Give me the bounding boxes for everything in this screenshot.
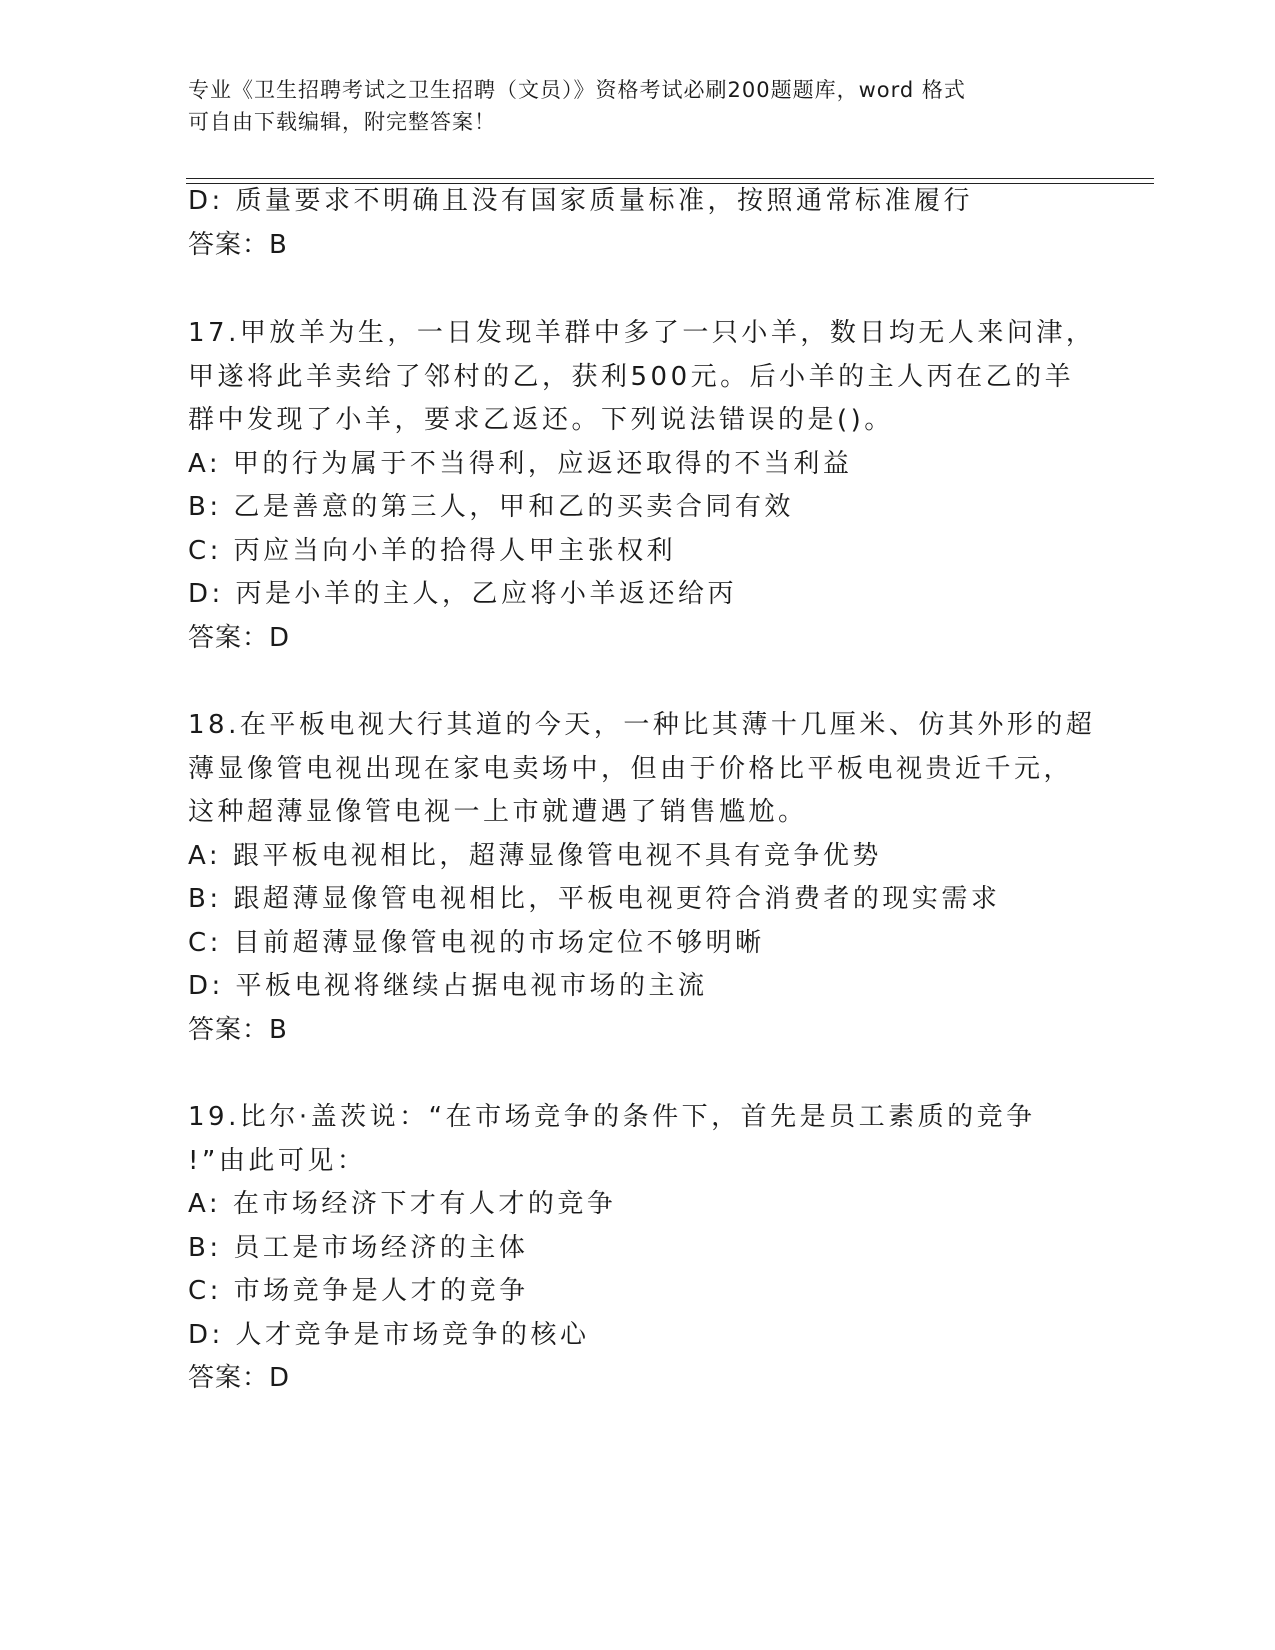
header-line-2: 可自由下载编辑，附完整答案！ xyxy=(188,110,496,134)
option-d: D: 平板电视将继续占据电视市场的主流 xyxy=(188,971,708,1001)
question-stem-line: 甲遂将此羊卖给了邻村的乙，获利500元。后小羊的主人丙在乙的羊 xyxy=(188,362,1075,392)
option-b: B: 跟超薄显像管电视相比，平板电视更符合消费者的现实需求 xyxy=(188,884,1001,914)
header-line-1: 专业《卫生招聘考试之卫生招聘（文员）》资格考试必刷200题题库，word 格式 xyxy=(188,78,966,102)
option-a: A: 在市场经济下才有人才的竞争 xyxy=(188,1189,617,1219)
answer-label: 答案：B xyxy=(188,230,288,260)
question-stem-line: 17.甲放羊为生，一日发现羊群中多了一只小羊，数日均无人来问津， xyxy=(188,318,1096,348)
option-b: B: 乙是善意的第三人，甲和乙的买卖合同有效 xyxy=(188,492,794,522)
question-stem-line: 这种超薄显像管电视一上市就遭遇了销售尴尬。 xyxy=(188,797,808,827)
answer-label: 答案：B xyxy=(188,1015,288,1045)
option-c: C: 市场竞争是人才的竞争 xyxy=(188,1276,529,1306)
option-c: C: 丙应当向小羊的拾得人甲主张权利 xyxy=(188,536,677,566)
option-c: C: 目前超薄显像管电视的市场定位不够明晰 xyxy=(188,928,765,958)
question-stem-line: 19.比尔·盖茨说：“在市场竞争的条件下，首先是员工素质的竞争 xyxy=(188,1102,1036,1132)
document-header xyxy=(188,74,1088,138)
answer-label: 答案：D xyxy=(188,1363,291,1393)
question-stem-line: 薄显像管电视出现在家电卖场中，但由于价格比平板电视贵近千元， xyxy=(188,754,1074,784)
option-b: B: 员工是市场经济的主体 xyxy=(188,1233,529,1263)
option-a: A: 甲的行为属于不当得利，应返还取得的不当利益 xyxy=(188,449,853,479)
question-stem-line: 群中发现了小羊，要求乙返还。下列说法错误的是()。 xyxy=(188,405,894,435)
answer-label: 答案：D xyxy=(188,623,291,653)
question-stem-line: 18.在平板电视大行其道的今天，一种比其薄十几厘米、仿其外形的超 xyxy=(188,710,1096,740)
option-d: D: 丙是小羊的主人，乙应将小羊返还给丙 xyxy=(188,579,738,609)
question-stem-line: !”由此可见： xyxy=(188,1146,367,1176)
option-d: D: 质量要求不明确且没有国家质量标准，按照通常标准履行 xyxy=(188,186,974,216)
header-divider-top xyxy=(186,178,1154,179)
option-a: A: 跟平板电视相比，超薄显像管电视不具有竞争优势 xyxy=(188,841,882,871)
option-d: D: 人才竞争是市场竞争的核心 xyxy=(188,1320,590,1350)
